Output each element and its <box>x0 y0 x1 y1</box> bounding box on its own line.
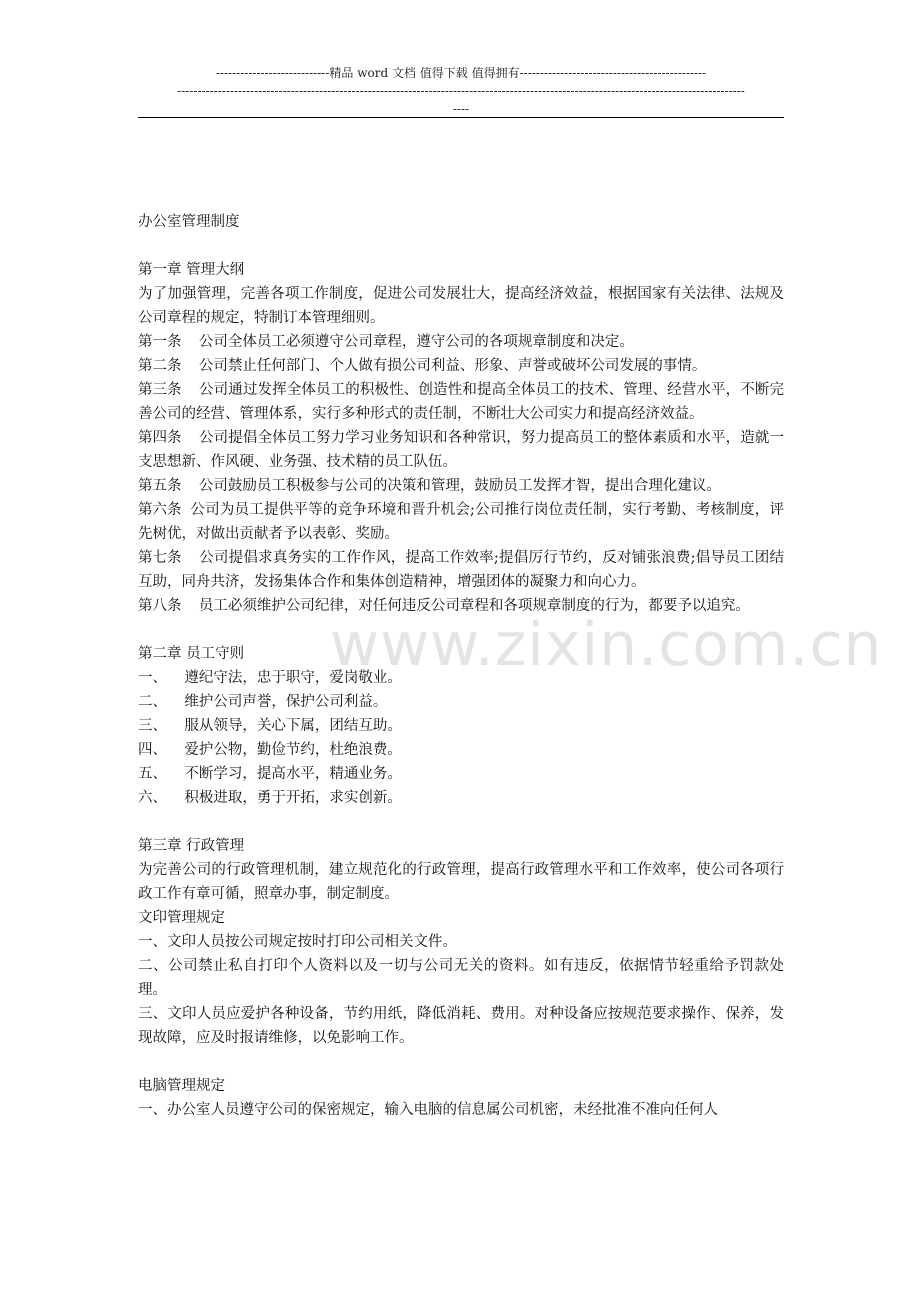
item-text: 不断学习，提高水平，精通业务。 <box>184 766 402 782</box>
header-line-2: -------------------------------------------------------------------------------------------------------------------------------------------- <box>177 84 745 98</box>
article-text: 公司禁止任何部门、个人做有损公司利益、形象、声誉或破坏公司发展的事情。 <box>198 358 707 374</box>
article-label: 第二条 <box>138 358 182 374</box>
item-label: 四、 <box>138 742 167 758</box>
article-text: 公司通过发挥全体员工的积极性、创造性和提高全体员工的技术、管理、经营水平，不断完善公司的经营、管理体系，实行多种形式的责任制，不断壮大公司实力和提高经济效益。 <box>138 382 784 422</box>
item-label: 六、 <box>138 790 167 806</box>
list-item: 一、办公室人员遵守公司的保密规定，输入电脑的信息属公司机密，未经批准不准向任何人 <box>138 1102 718 1118</box>
article-text: 员工必须维护公司纪律，对任何违反公司章程和各项规章制度的行为，都要予以追究。 <box>198 598 750 614</box>
watermark: www.zixin.com.cn <box>330 610 883 680</box>
section-heading-print: 文印管理规定 <box>138 910 225 926</box>
list-item: 三、文印人员应爱护各种设备，节约用纸，降低消耗、费用。对种设备应按规范要求操作、保养，发现故障，应及时报请维修，以免影响工作。 <box>138 1006 784 1046</box>
item-text: 爱护公物，勤俭节约，杜绝浪费。 <box>184 742 402 758</box>
article <box>138 498 784 546</box>
article-label: 第三条 <box>138 382 182 398</box>
chapter-3-intro: 为完善公司的行政管理机制，建立规范化的行政管理，提高行政管理水平和工作效率，使公司各项行政工作有章可循，照章办事，制定制度。 <box>138 862 784 902</box>
list-item <box>138 690 784 714</box>
spacer <box>138 234 784 258</box>
list-item <box>138 762 784 786</box>
chapter-1-intro: 为了加强管理，完善各项工作制度，促进公司发展壮大，提高经济效益，根据国家有关法律、法规及公司章程的规定，特制订本管理细则。 <box>138 286 784 326</box>
document-body <box>138 210 784 1122</box>
article <box>138 474 784 498</box>
item-label: 一、 <box>138 670 167 686</box>
chapter-1-heading: 第一章 管理大纲 <box>138 262 245 278</box>
item-label: 五、 <box>138 766 167 782</box>
list-item <box>138 714 784 738</box>
article <box>138 546 784 594</box>
section-heading-computer: 电脑管理规定 <box>138 1078 225 1094</box>
header-line-1: ----------------------------精品 word 文档 值得下载 值得拥有---------------------------------------------- <box>215 66 707 80</box>
chapter-2-heading: 第二章 员工守则 <box>138 646 245 662</box>
article <box>138 354 784 378</box>
chapter-3-heading: 第三章 行政管理 <box>138 838 245 854</box>
list-item: 一、文印人员按公司规定按时打印公司相关文件。 <box>138 934 457 950</box>
page-header <box>138 64 784 118</box>
document-title: 办公室管理制度 <box>138 214 240 230</box>
article <box>138 378 784 426</box>
article-label: 第四条 <box>138 430 182 446</box>
article-label: 第七条 <box>138 550 182 566</box>
article-label: 第五条 <box>138 478 182 494</box>
item-label: 三、 <box>138 718 167 734</box>
list-item <box>138 666 784 690</box>
item-label: 二、 <box>138 694 167 710</box>
article-text: 公司全体员工必须遵守公司章程，遵守公司的各项规章制度和决定。 <box>198 334 634 350</box>
spacer <box>138 618 784 642</box>
list-item: 二、公司禁止私自打印个人资料以及一切与公司无关的资料。如有违反，依据情节轻重给予罚款处理。 <box>138 958 784 998</box>
article-label: 第一条 <box>138 334 182 350</box>
article <box>138 594 784 618</box>
item-text: 积极进取，勇于开拓，求实创新。 <box>184 790 402 806</box>
item-text: 维护公司声誉，保护公司利益。 <box>184 694 388 710</box>
item-text: 遵纪守法，忠于职守，爱岗敬业。 <box>184 670 402 686</box>
article-text: 公司鼓励员工积极参与公司的决策和管理，鼓励员工发挥才智，提出合理化建议。 <box>198 478 721 494</box>
article-text: 公司为员工提供平等的竞争环境和晋升机会;公司推行岗位责任制，实行考勤、考核制度，评先树优，对做出贡献者予以表彰、奖励。 <box>138 502 784 542</box>
article <box>138 330 784 354</box>
header-divider <box>138 117 784 118</box>
item-text: 服从领导，关心下属，团结互助。 <box>184 718 402 734</box>
list-item <box>138 786 784 810</box>
article-label: 第八条 <box>138 598 182 614</box>
header-line-3: ---- <box>452 102 470 116</box>
article <box>138 426 784 474</box>
spacer <box>138 1050 784 1074</box>
spacer <box>138 810 784 834</box>
article-text: 公司提倡全体员工努力学习业务知识和各种常识，努力提高员工的整体素质和水平，造就一支思想新、作风硬、业务强、技术精的员工队伍。 <box>138 430 784 470</box>
list-item <box>138 738 784 762</box>
article-label: 第六条 <box>138 502 182 518</box>
article-text: 公司提倡求真务实的工作作风，提高工作效率;提倡厉行节约，反对铺张浪费;倡导员工团结互助，同舟共济，发扬集体合作和集体创造精神，增强团体的凝聚力和向心力。 <box>138 550 784 590</box>
